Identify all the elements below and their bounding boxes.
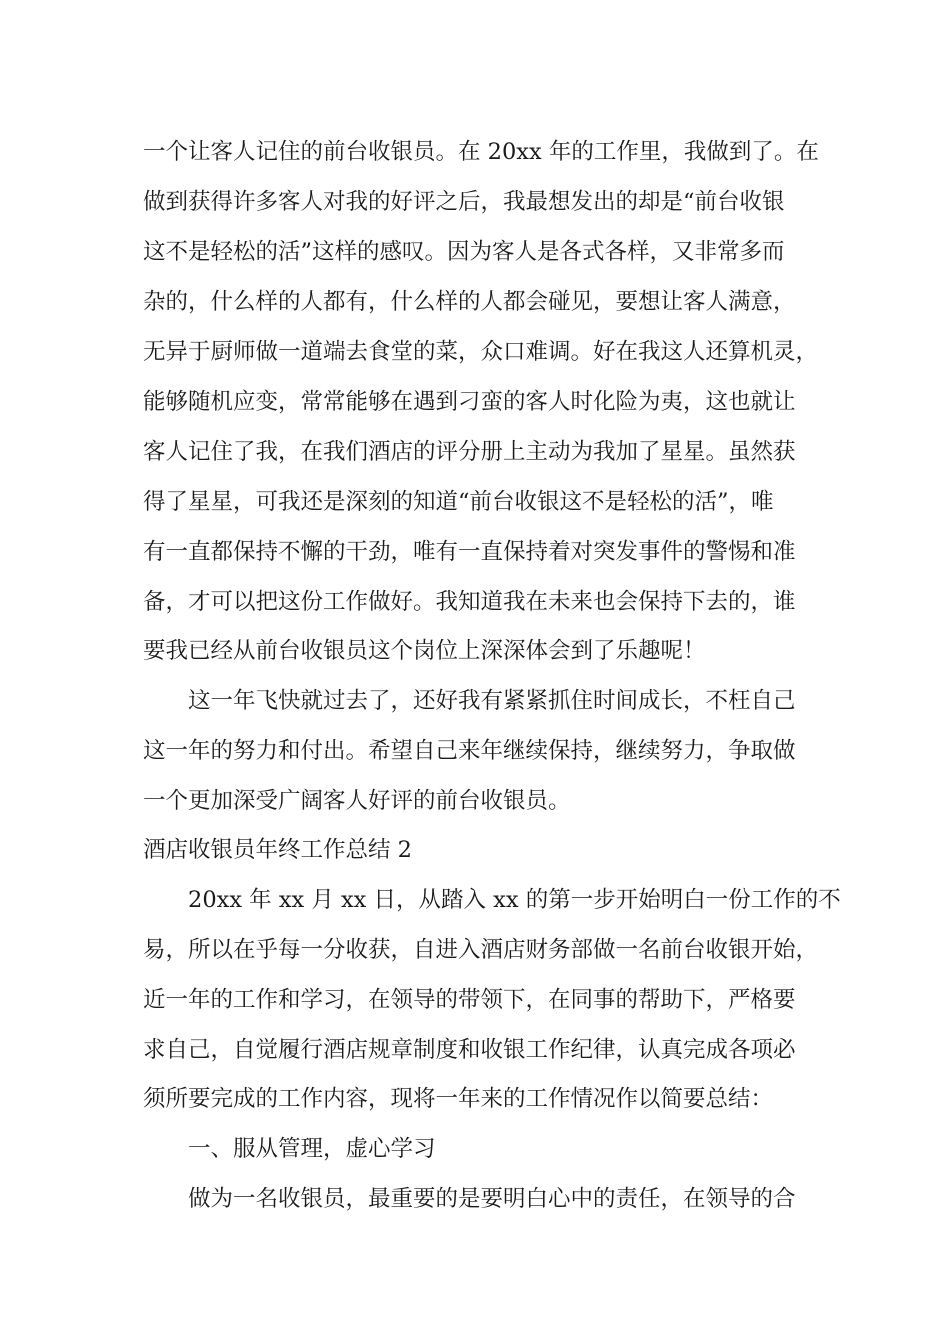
paragraph-line: 要我已经从前台收银员这个岗位上深深体会到了乐趣呢！ bbox=[143, 638, 706, 664]
paragraph-line: 无异于厨师做一道端去食堂的菜，众口难调。好在我这人还算机灵， bbox=[143, 339, 819, 365]
paragraph-line: 20xx 年 xx 月 xx 日，从踏入 xx 的第一步开始明白一份工作的不 bbox=[188, 887, 841, 913]
subsection-heading: 一、服从管理，虚心学习 bbox=[188, 1136, 436, 1162]
paragraph-line: 易，所以在乎每一分收获，自进入酒店财务部做一名前台收银开始， bbox=[143, 937, 819, 963]
paragraph-line: 近一年的工作和学习，在领导的带领下，在同事的帮助下，严格要 bbox=[143, 987, 796, 1013]
paragraph-line: 这一年的努力和付出。希望自己来年继续保持，继续努力，争取做 bbox=[143, 738, 796, 764]
paragraph-line: 得了星星，可我还是深刻的知道“前台收银这不是轻松的活”，唯 bbox=[143, 489, 774, 515]
paragraph-line: 这不是轻松的活”这样的感叹。因为客人是各式各样，又非常多而 bbox=[143, 239, 785, 265]
paragraph-line: 客人记住了我，在我们酒店的评分册上主动为我加了星星。虽然获 bbox=[143, 439, 796, 465]
paragraph-line: 这一年飞快就过去了，还好我有紧紧抓住时间成长，不枉自己 bbox=[188, 688, 796, 714]
paragraph-line: 能够随机应变，常常能够在遇到刁蛮的客人时化险为夷，这也就让 bbox=[143, 389, 796, 415]
paragraph-line: 有一直都保持不懈的干劲，唯有一直保持着对突发事件的警惕和准 bbox=[143, 539, 796, 565]
paragraph-line: 备，才可以把这份工作做好。我知道我在未来也会保持下去的，谁 bbox=[143, 589, 796, 615]
paragraph-line: 杂的，什么样的人都有，什么样的人都会碰见，要想让客人满意， bbox=[143, 289, 796, 315]
paragraph-line: 做为一名收银员，最重要的是要明白心中的责任，在领导的合 bbox=[188, 1186, 796, 1212]
paragraph-line: 求自己，自觉履行酒店规章制度和收银工作纪律，认真完成各项必 bbox=[143, 1037, 796, 1063]
paragraph-line: 一个让客人记住的前台收银员。在 20xx 年的工作里，我做到了。在 bbox=[143, 139, 819, 165]
section-heading: 酒店收银员年终工作总结 2 bbox=[143, 837, 412, 863]
paragraph-line: 一个更加深受广阔客人好评的前台收银员。 bbox=[143, 788, 571, 814]
paragraph-line: 须所要完成的工作内容，现将一年来的工作情况作以简要总结： bbox=[143, 1086, 774, 1112]
paragraph-line: 做到获得许多客人对我的好评之后，我最想发出的却是“前台收银 bbox=[143, 189, 785, 215]
